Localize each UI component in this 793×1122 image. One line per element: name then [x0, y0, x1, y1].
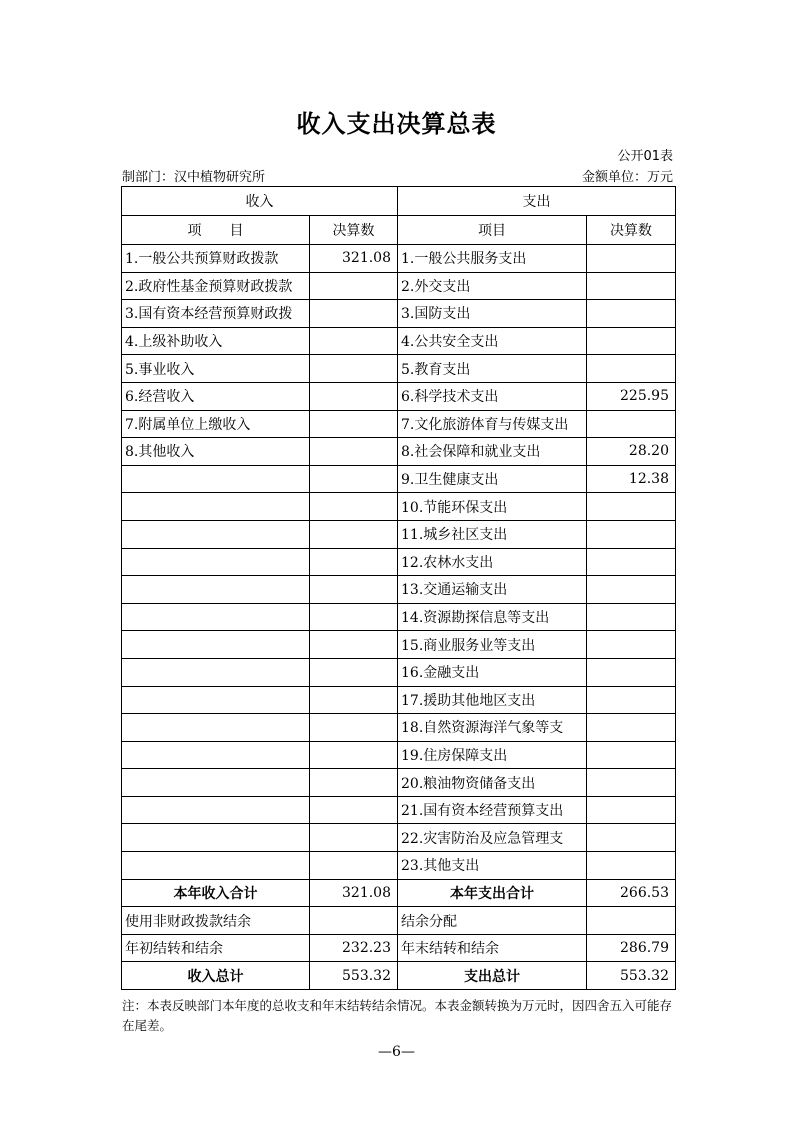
income-item-value: [310, 769, 398, 797]
income-item-value: [310, 300, 398, 328]
income-item-label: 8.其他收入: [122, 438, 310, 466]
expense-item-value: [587, 824, 676, 852]
begin-balance-label: 年初结转和结余: [122, 934, 310, 962]
begin-balance-value: 232.23: [310, 934, 398, 962]
page-title: 收入支出决算总表: [296, 110, 497, 138]
form-code: 公开01表: [617, 149, 673, 164]
income-item-value: [310, 576, 398, 604]
income-item-label: [122, 824, 310, 852]
nonfiscal-row: [122, 907, 676, 935]
distribution-value: [587, 907, 676, 935]
income-item-label: [122, 741, 310, 769]
income-item-value: [310, 272, 398, 300]
table-row: [122, 438, 676, 466]
expense-item-value: 225.95: [587, 382, 676, 410]
income-item-value: [310, 658, 398, 686]
income-item-label: 5.事业收入: [122, 355, 310, 383]
table-row: [122, 631, 676, 659]
expense-item-value: [587, 714, 676, 742]
table-row: [122, 327, 676, 355]
table-row: [122, 520, 676, 548]
income-item-value: [310, 741, 398, 769]
year-total-row: [122, 879, 676, 907]
income-item-value: [310, 382, 398, 410]
expense-item-value: [587, 520, 676, 548]
expense-item-value: [587, 355, 676, 383]
income-item-label: 1.一般公共预算财政拨款: [122, 245, 310, 273]
income-item-label: [122, 520, 310, 548]
income-total-value: 321.08: [310, 879, 398, 907]
income-item-value: [310, 548, 398, 576]
expense-item-label: 4.公共安全支出: [398, 327, 587, 355]
table-row: [122, 852, 676, 880]
income-item-label: 3.国有资本经营预算财政拨: [122, 300, 310, 328]
expense-item-label: 3.国防支出: [398, 300, 587, 328]
income-total-label: 本年收入合计: [122, 879, 310, 907]
income-item-value: [310, 327, 398, 355]
expense-item-label: 12.农林水支出: [398, 548, 587, 576]
expense-item-value: [587, 796, 676, 824]
income-item-value: [310, 465, 398, 493]
carryover-row: [122, 934, 676, 962]
expense-item-label: 16.金融支出: [398, 658, 587, 686]
expense-item-value: [587, 686, 676, 714]
income-item-value: [310, 355, 398, 383]
expense-item-label: 23.其他支出: [398, 852, 587, 880]
expense-item-label: 18.自然资源海洋气象等支: [398, 714, 587, 742]
expense-item-value: [587, 603, 676, 631]
expense-grand-value: 553.32: [587, 962, 676, 990]
income-item-label: [122, 576, 310, 604]
income-grand-value: 553.32: [310, 962, 398, 990]
table-row: [122, 714, 676, 742]
income-item-label: [122, 548, 310, 576]
expense-item-value: [587, 300, 676, 328]
expense-item-value: [587, 631, 676, 659]
expense-item-label: 5.教育支出: [398, 355, 587, 383]
expense-item-value: [587, 245, 676, 273]
table-row: [122, 603, 676, 631]
expense-header: 支出: [398, 187, 676, 216]
expense-item-value: [587, 493, 676, 521]
expense-item-label: 22.灾害防治及应急管理支: [398, 824, 587, 852]
budget-table: [121, 186, 676, 990]
table-row: [122, 548, 676, 576]
expense-item-label: 10.节能环保支出: [398, 493, 587, 521]
income-item-label: [122, 686, 310, 714]
income-item-label: 6.经营收入: [122, 382, 310, 410]
income-item-label: [122, 493, 310, 521]
grand-total-row: [122, 962, 676, 990]
column-header-row: [122, 216, 676, 245]
table-row: [122, 300, 676, 328]
expense-item-label: 11.城乡社区支出: [398, 520, 587, 548]
page-number: —6—: [378, 1044, 415, 1060]
income-item-value: [310, 714, 398, 742]
table-row: [122, 796, 676, 824]
table-row: [122, 410, 676, 438]
expense-item-label: 21.国有资本经营预算支出: [398, 796, 587, 824]
income-item-label: [122, 631, 310, 659]
income-item-value: [310, 824, 398, 852]
expense-item-value: [587, 272, 676, 300]
expense-item-label: 8.社会保障和就业支出: [398, 438, 587, 466]
income-item-value: [310, 852, 398, 880]
income-item-label: [122, 852, 310, 880]
expense-total-label: 本年支出合计: [398, 879, 587, 907]
unit-label: 金额单位：万元: [581, 170, 673, 185]
income-item-label: [122, 714, 310, 742]
table-row: [122, 493, 676, 521]
expense-item-label: 20.粮油物资储备支出: [398, 769, 587, 797]
nonfiscal-value: [310, 907, 398, 935]
income-item-value: [310, 603, 398, 631]
table-row: [122, 658, 676, 686]
end-balance-label: 年末结转和结余: [398, 934, 587, 962]
expense-item-value: [587, 852, 676, 880]
expense-amount-header: 决算数: [587, 216, 676, 245]
expense-item-label: 6.科学技术支出: [398, 382, 587, 410]
income-item-label: [122, 603, 310, 631]
table-row: [122, 245, 676, 273]
expense-item-label: 14.资源勘探信息等支出: [398, 603, 587, 631]
table-row: [122, 465, 676, 493]
income-item-value: [310, 631, 398, 659]
income-amount-header: 决算数: [310, 216, 398, 245]
income-header: 收入: [122, 187, 398, 216]
income-item-value: [310, 520, 398, 548]
table-row: [122, 741, 676, 769]
income-item-value: [310, 493, 398, 521]
distribution-label: 结余分配: [398, 907, 587, 935]
nonfiscal-label: 使用非财政拨款结余: [122, 907, 310, 935]
expense-item-value: 12.38: [587, 465, 676, 493]
expense-item-header: 项目: [398, 216, 587, 245]
income-item-label: [122, 658, 310, 686]
department-label: 制部门：汉中植物研究所: [122, 170, 266, 185]
expense-item-label: 1.一般公共服务支出: [398, 245, 587, 273]
income-item-label: [122, 465, 310, 493]
income-item-value: 321.08: [310, 245, 398, 273]
table-row: [122, 382, 676, 410]
expense-item-label: 9.卫生健康支出: [398, 465, 587, 493]
table-row: [122, 824, 676, 852]
expense-item-label: 13.交通运输支出: [398, 576, 587, 604]
table-row: [122, 576, 676, 604]
expense-total-value: 266.53: [587, 879, 676, 907]
expense-item-value: [587, 741, 676, 769]
expense-item-label: 17.援助其他地区支出: [398, 686, 587, 714]
expense-item-value: [587, 769, 676, 797]
income-item-value: [310, 686, 398, 714]
expense-item-label: 2.外交支出: [398, 272, 587, 300]
income-item-label: 4.上级补助收入: [122, 327, 310, 355]
income-item-label: [122, 769, 310, 797]
income-item-label: 2.政府性基金预算财政拨款: [122, 272, 310, 300]
section-header-row: [122, 187, 676, 216]
expense-item-label: 7.文化旅游体育与传媒支出: [398, 410, 587, 438]
income-grand-label: 收入总计: [122, 962, 310, 990]
expense-item-label: 15.商业服务业等支出: [398, 631, 587, 659]
expense-item-value: [587, 410, 676, 438]
expense-item-value: [587, 548, 676, 576]
income-item-value: [310, 796, 398, 824]
footnote: 注：本表反映部门本年度的总收支和年末结转结余情况。本表金额转换为万元时，因四舍五入可能存在尾差。: [122, 998, 673, 1033]
expense-item-value: [587, 576, 676, 604]
table-row: [122, 272, 676, 300]
end-balance-value: 286.79: [587, 934, 676, 962]
table-row: [122, 769, 676, 797]
expense-item-value: [587, 658, 676, 686]
expense-item-value: 28.20: [587, 438, 676, 466]
expense-grand-label: 支出总计: [398, 962, 587, 990]
table-row: [122, 355, 676, 383]
income-item-header: 项 目: [122, 216, 310, 245]
income-item-label: 7.附属单位上缴收入: [122, 410, 310, 438]
income-item-value: [310, 410, 398, 438]
income-item-value: [310, 438, 398, 466]
income-item-label: [122, 796, 310, 824]
expense-item-label: 19.住房保障支出: [398, 741, 587, 769]
table-row: [122, 686, 676, 714]
expense-item-value: [587, 327, 676, 355]
